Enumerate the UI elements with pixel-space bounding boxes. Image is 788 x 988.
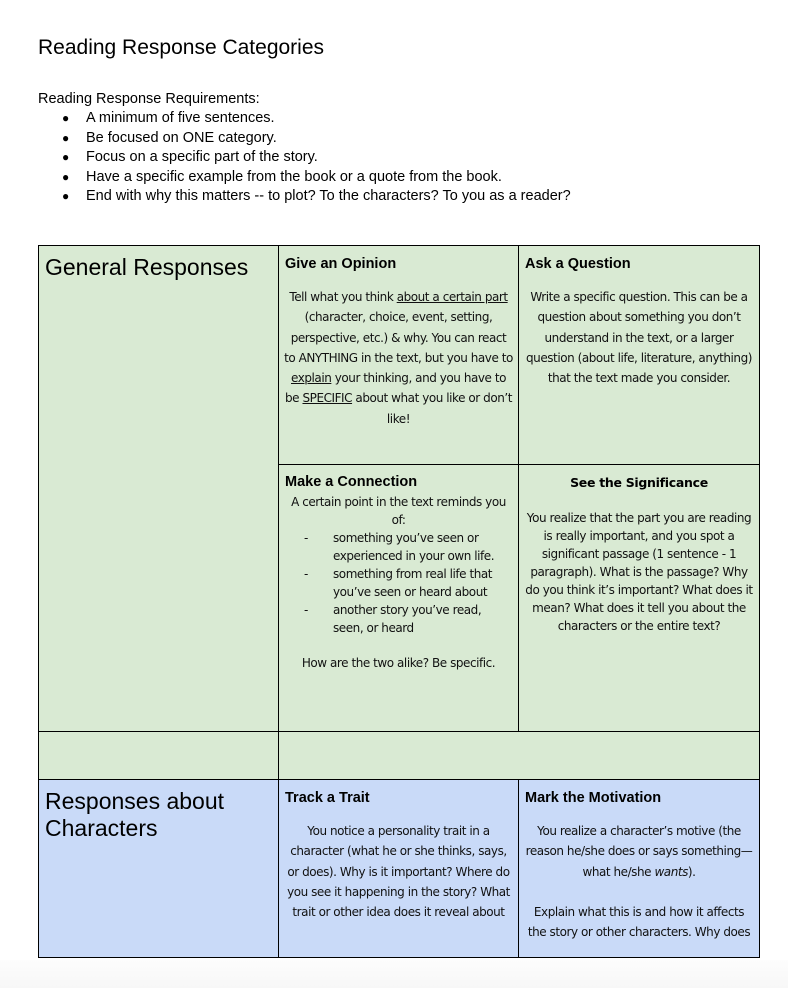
dash-icon: -	[304, 531, 308, 545]
underlined-text: SPECIFIC	[302, 391, 353, 406]
connection-item	[284, 601, 513, 637]
text-run: your thinking, and you have to be	[285, 371, 506, 406]
requirement-item	[38, 148, 571, 168]
bullet-icon: ●	[62, 169, 70, 184]
connection-intro: A certain point in the text reminds you of:	[291, 495, 506, 527]
blank-line	[524, 882, 754, 902]
general-responses-cell[interactable]	[39, 246, 279, 732]
ask-question-title: Ask a Question	[525, 256, 631, 272]
give-opinion-cell[interactable]	[279, 246, 519, 465]
bullet-icon: ●	[62, 111, 70, 125]
make-connection-title: Make a Connection	[285, 474, 418, 490]
text-run: (character, choice, event, setting, perspective, etc.) & why. You can react to ANYTHING in the text, but you have to	[284, 310, 513, 365]
connection-question: How are the two alike? Be specific.	[301, 656, 496, 670]
text-run: Tell what you think	[289, 290, 397, 304]
requirement-text: Focus on a specific part of the story.	[86, 149, 318, 165]
give-opinion-title: Give an Opinion	[285, 256, 397, 272]
group-title-characters: Responses about Characters	[45, 788, 225, 841]
empty-merged-cell[interactable]	[279, 732, 760, 780]
table-row	[39, 780, 760, 958]
see-significance-cell[interactable]	[519, 465, 760, 732]
empty-cell[interactable]	[39, 732, 279, 780]
dash-icon: -	[304, 603, 308, 617]
bullet-icon: ●	[62, 130, 70, 145]
requirement-text: Have a specific example from the book or a quote from the book.	[86, 168, 502, 185]
connection-item-text: something you’ve seen or experienced in your own life.	[333, 531, 495, 563]
table-row	[39, 246, 760, 465]
make-connection-body	[279, 491, 518, 672]
italic-text: wants	[654, 864, 688, 879]
see-significance-title: See the Significance	[570, 475, 708, 490]
connection-item-text: something from real life that you’ve seen or heard about	[333, 567, 493, 599]
connection-item	[284, 529, 513, 565]
track-trait-body: You notice a personality trait in a character (what he or she thinks, says, or does). Why is it important? Where do you see it happening in the story? What trait or other idea does it reveal about	[287, 824, 510, 920]
requirement-text: End with why this matters -- to plot? To the characters? To you as a reader?	[86, 188, 571, 204]
give-opinion-body	[279, 273, 518, 429]
page-edge	[0, 960, 788, 988]
ask-question-body: Write a specific question. This can be a question about something you don’t understand in the text, or a larger question (about life, literature, anything) that the text made you consider.	[526, 290, 752, 386]
text-run: You realize a character’s motive (the reason he/she does or says something—what he/she	[525, 824, 753, 879]
connection-list	[284, 529, 513, 637]
connection-item	[284, 565, 513, 601]
requirement-item	[38, 187, 571, 207]
track-trait-title: Track a Trait	[285, 790, 370, 806]
make-connection-cell[interactable]	[279, 465, 519, 732]
requirement-text: A minimum of five sentences.	[86, 110, 275, 126]
mark-motivation-body	[519, 807, 759, 942]
bullet-icon: ●	[62, 189, 70, 203]
underlined-text: explain	[291, 371, 332, 386]
motivation-explanation: Explain what this is and how it affects the story or other characters. Why does	[527, 904, 751, 940]
mark-motivation-title: Mark the Motivation	[525, 790, 662, 806]
text-run: ).	[687, 864, 696, 879]
underlined-text: about a certain part	[396, 290, 508, 304]
document-title: Reading Response Categories	[38, 36, 325, 59]
text-run: about what you like or don’t like!	[352, 391, 512, 426]
responses-about-characters-cell[interactable]	[39, 780, 279, 958]
see-significance-body: You realize that the part you are reading is really important, and you spot a significant passage (1 sentence - 1 paragraph). What is the passage? Why do you think it’s important? What does it mean? What does it tell you about the characters or the entire text?	[525, 511, 753, 633]
requirement-item	[38, 168, 571, 188]
table-row	[39, 732, 760, 780]
mark-motivation-cell[interactable]	[519, 780, 760, 958]
requirement-item	[38, 129, 571, 149]
track-trait-cell[interactable]	[279, 780, 519, 958]
requirement-item	[38, 109, 571, 129]
ask-question-cell[interactable]	[519, 246, 760, 465]
requirements-heading: Reading Response Requirements:	[38, 91, 260, 107]
requirements-list	[38, 109, 571, 207]
requirement-text: Be focused on ONE category.	[86, 129, 277, 146]
categories-table	[38, 245, 760, 958]
bullet-icon: ●	[62, 150, 70, 164]
group-title-general: General Responses	[45, 254, 249, 280]
connection-item-text: another story you’ve read, seen, or heard	[333, 603, 482, 635]
dash-icon: -	[304, 567, 308, 581]
